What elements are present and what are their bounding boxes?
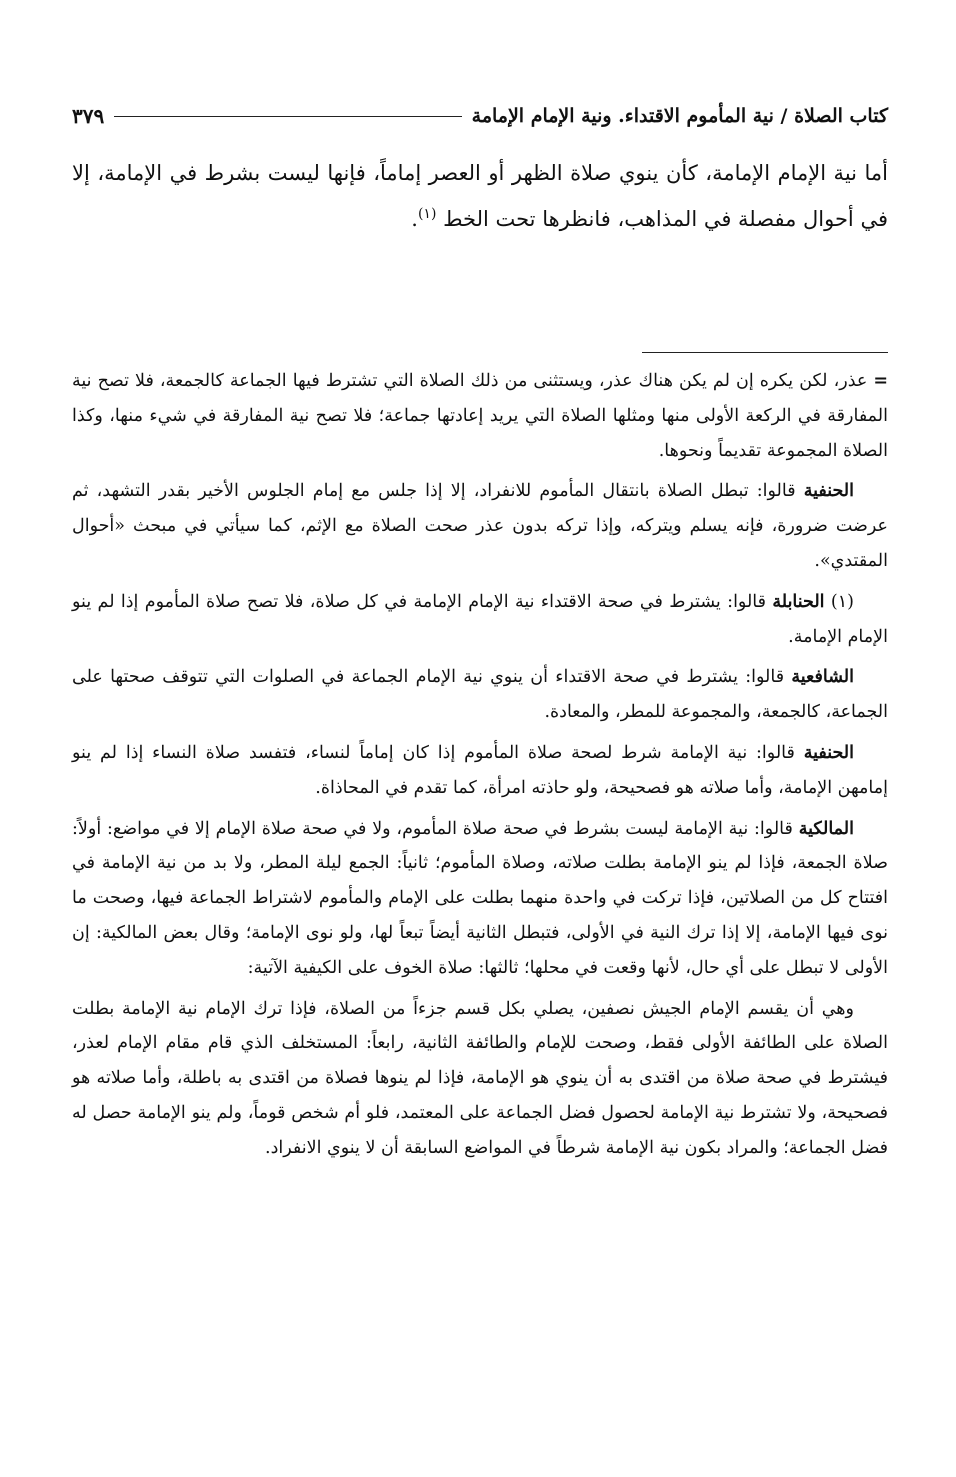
hanafiyya-2-text: قالوا: نية الإمامة شرط لصحة صلاة المأموم إذا كان إماماً لنساء، فتفسد صلاة النساء إذا لم ينو إمامهن الإمامة، وأما صلاته هو فصحيحة، ولو حاذته امرأة، كما تقدم في المحاذاة. — [72, 742, 888, 798]
school-label-shafiyya: الشافعية — [791, 667, 854, 688]
footnote-continuation — [72, 364, 888, 468]
school-label-hanafiyya-2: الحنفية — [803, 742, 854, 763]
school-label-hanafiyya-1: الحنفية — [803, 481, 854, 502]
footnote-hanafiyya-2 — [72, 736, 888, 806]
header-title: كتاب الصلاة / نية المأموم الاقتداء. ونية الإمام الإمامة — [471, 105, 888, 127]
footnote-separator — [642, 352, 888, 353]
page-number: ٣٧٩ — [72, 104, 105, 128]
header-rule — [114, 116, 461, 117]
shafiyya-text: قالوا: يشترط في صحة الاقتداء أن ينوي نية الإمام الجماعة في الصلوات التي تتوقف صحتها على الجماعة، كالجمعة، والمجموعة للمطر، والمعادة. — [72, 667, 888, 723]
hanafiyya-1-text: قالوا: تبطل الصلاة بانتقال المأموم للانفراد، إلا إذا جلس مع إمام الجلوس الأخير بقدر التشهد، ثم عرضت ضرورة، فإنه يسلم ويتركه، وإذا تركه بدون عذر صحت الصلاة مع الإثم، كما سيأتي في مبحث «أحوال المقتدي». — [72, 481, 888, 571]
footnote-hanabila — [72, 585, 888, 655]
footnote-reference[interactable]: (١) — [417, 206, 437, 222]
main-text — [72, 150, 888, 242]
malikiyya-text: قالوا: نية الإمامة ليست بشرط في صحة صلاة المأموم، ولا في صحة صلاة الإمام إلا في مواضع: أولاً: صلاة الجمعة، فإذا لم ينو الإمامة بطلت صلاته، وصلاة المأموم؛ ثانياً: الجمع ليلة المطر، ولا بد من نية الإمامة في افتتاح كل من الصلاتين، فإذا تركت في واحدة منهما بطلت على الإمام والمأموم لاشتراط الجماعة فيها، وصحت ما نوى فيها الإمامة، إلا إذا ترك النية في الأولى، فتبطل الثانية أيضاً تبعاً لها، ولو نوى الإمامة؛ وقال بعض المالكية: إن الأولى لا تبطل على أي حال، لأنها وقعت في محلها؛ ثالثها: صلاة الخوف على الكيفية الآتية: — [72, 818, 888, 978]
hanabila-text: قالوا: يشترط في صحة الاقتداء نية الإمام الإمامة في كل صلاة، فلا تصح صلاة المأموم إذا لم ينو الإمام الإمامة. — [72, 591, 888, 647]
footnotes — [72, 364, 888, 1172]
footnote-shafiyya — [72, 660, 888, 730]
school-label-hanabila: الحنابلة — [772, 591, 825, 612]
khawf-text: وهي أن يقسم الإمام الجيش نصفين، يصلي بكل قسم جزءاً من الصلاة، فإذا ترك الإمام نية الإمامة بطلت الصلاة على الطائفة الأولى فقط، وصحت للإمام والطائفة الثانية، رابعاً: المستخلف الذي قام مقام الإمام لعذر، فيشترط في صحة صلاة من اقتدى به أن ينوي هو الإمامة، فإذا لم ينوها فصلاة من اقتدى به باطلة، وأما صلاته هو فصحيحة، ولا تشترط نية الإمامة لحصول فضل الجماعة على المعتمد، فلو أم شخص قوماً، ولم ينو الإمامة حصل له فضل الجماعة؛ والمراد بكون نية الإمامة شرطاً في المواضع السابقة أن لا ينوي الانفراد. — [72, 998, 888, 1158]
main-end-mark: . — [411, 207, 418, 231]
continuation-text: عذر، لكن يكره إن لم يكن هناك عذر، ويستثنى من ذلك الصلاة التي تشترط فيها الجماعة كالجمعة، فلا تصح نية المفارقة في الركعة الأولى منها ومثلها الصلاة التي يريد إعادتها جماعة؛ فلا تصح نية المفارقة في شيء منها، وكذا الصلاة المجموعة تقديماً ونحوها. — [72, 371, 888, 461]
school-label-malikiyya: المالكية — [798, 818, 854, 839]
main-paragraph-text: أما نية الإمام الإمامة، كأن ينوي صلاة الظهر أو العصر إماماً، فإنها ليست بشرط في الإمامة، إلا في أحوال مفصلة في المذاهب، فانظرها تحت الخط — [72, 161, 888, 231]
footnote-malikiyya — [72, 812, 888, 986]
running-header — [72, 100, 888, 132]
footnote-hanafiyya-1 — [72, 474, 888, 578]
footnote-number: (١) — [830, 591, 854, 612]
main-paragraph — [72, 150, 888, 242]
footnote-khawf — [72, 992, 888, 1166]
continuation-mark: = — [873, 371, 888, 391]
